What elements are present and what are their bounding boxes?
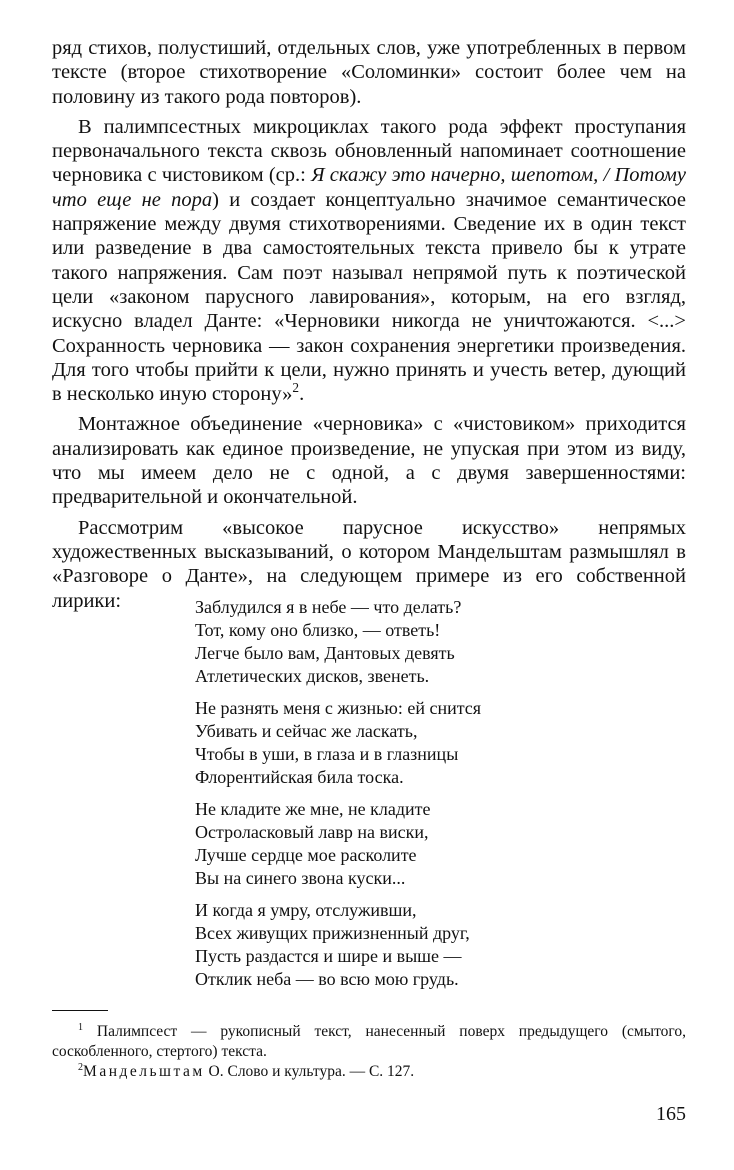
footnote-2-text: О. Слово и культура. — С. 127. bbox=[204, 1063, 415, 1080]
poem bbox=[195, 596, 615, 1000]
poem-line: И когда я умру, отслуживши, bbox=[195, 900, 417, 920]
poem-stanza bbox=[195, 697, 615, 789]
paragraph-2-part2: ) и создает концептуально значимое семантическое напряжение между двумя стихотворениями. Сведение их в один текст или разведение в два самостоятельных текста привело бы к утрате такого напряжения. Сам поэт называл непрямой путь к поэтической цели «законом парусного лавирования», которым, на его взгляд, искусно владел Данте: «Черновики никогда не уничтожаются. <...> Сохранность черновика — закон сохранения энергетики произведения. Для того чтобы прийти к цели, нужно принять и учесть ветер, дующий в несколько иную сторону» bbox=[52, 188, 686, 406]
poem-line: Лучше сердце мое расколите bbox=[195, 845, 417, 865]
footnote-2-number: 2 bbox=[78, 1061, 84, 1073]
poem-line: Пусть раздастся и шире и выше — bbox=[195, 946, 462, 966]
poem-stanza bbox=[195, 798, 615, 890]
poem-line: Остроласковый лавр на виски, bbox=[195, 822, 429, 842]
page-number: 165 bbox=[656, 1103, 686, 1125]
paragraph-4: Рассмотрим «высокое парусное искусство» непрямых художественных высказываний, о котором Мандельштам размышлял в «Разговоре о Данте», на следующем примере из его собственной лирики: bbox=[52, 516, 686, 612]
footnote-divider bbox=[52, 1010, 108, 1011]
poem-stanza bbox=[195, 899, 615, 991]
paragraph-2 bbox=[52, 115, 686, 407]
footnote-1 bbox=[52, 1022, 686, 1062]
paragraph-3: Монтажное объединение «черновика» с «чистовиком» приходится анализировать как единое произведение, не упуская при этом из виду, что мы имеем дело не с одной, а с двумя завершенностями: предварительной и окончательной. bbox=[52, 413, 686, 509]
footnote-2-author: Мандельштам bbox=[83, 1063, 205, 1080]
paragraph-2-part1: В палимпсестных микроциклах такого рода эффект проступания первоначального текста сквозь обновленный напоминает соотношение черновика с чистовиком (ср.: bbox=[52, 115, 686, 187]
poem-line: Флорентийская била тоска. bbox=[195, 767, 404, 787]
poem-line: Заблудился я в небе — что делать? bbox=[195, 597, 462, 617]
footnotes bbox=[52, 1022, 686, 1082]
poem-line: Всех живущих прижизненный друг, bbox=[195, 923, 470, 943]
footnote-ref-2: 2 bbox=[292, 380, 300, 396]
paragraph-2-quote: Я скажу это начерно, шепотом, / Потому что еще не пора bbox=[52, 164, 686, 211]
poem-line: Вы на синего звона куски... bbox=[195, 868, 406, 888]
footnote-1-text: Палимпсест — рукописный текст, нанесенный поверх предыдущего (смытого, соскобленного, стертого) текста. bbox=[52, 1023, 686, 1060]
main-text bbox=[52, 36, 686, 619]
poem-line: Не кладите же мне, не кладите bbox=[195, 799, 431, 819]
poem-line: Легче было вам, Дантовых девять bbox=[195, 643, 455, 663]
poem-line: Отклик неба — во всю мою грудь. bbox=[195, 969, 459, 989]
poem-stanza bbox=[195, 596, 615, 688]
poem-line: Убивать и сейчас же ласкать, bbox=[195, 721, 418, 741]
footnote-1-number: 1 bbox=[78, 1021, 84, 1033]
paragraph-2-end: . bbox=[299, 383, 305, 406]
poem-line: Атлетических дисков, звенеть. bbox=[195, 666, 430, 686]
paragraph-1: ряд стихов, полустиший, отдельных слов, уже употребленных в первом тексте (второе стихотворение «Соломинки» состоит более чем на половину из такого рода повторов). bbox=[52, 37, 686, 108]
poem-line: Не разнять меня с жизнью: ей снится bbox=[195, 698, 482, 718]
footnote-2 bbox=[52, 1062, 686, 1082]
poem-line: Тот, кому оно близко, — ответь! bbox=[195, 620, 441, 640]
poem-line: Чтобы в уши, в глаза и в глазницы bbox=[195, 744, 459, 764]
